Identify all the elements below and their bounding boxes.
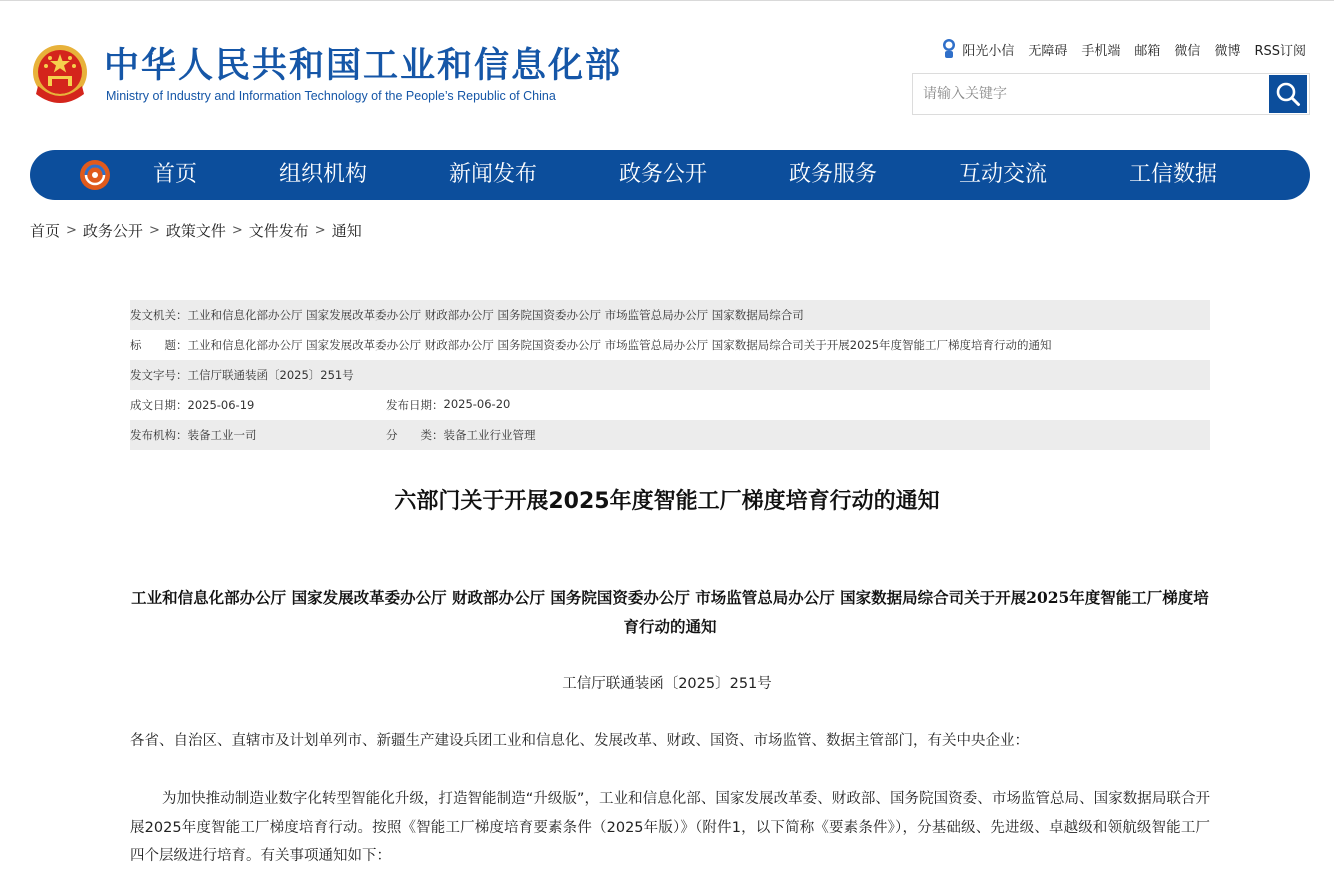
meta-row-org — [130, 420, 1210, 450]
nav-news[interactable]: 新闻发布 — [449, 162, 538, 187]
meta-label: 发文字号： — [130, 368, 188, 382]
meta-label: 成文日期： — [130, 398, 188, 412]
breadcrumb-files[interactable]: 文件发布 — [248, 222, 309, 240]
article-paragraph: 为加快推动制造业数字化转型智能化升级，打造智能制造“升级版”，工业和信息化部、国家发展改革委、财政部、国务院国资委、市场监管总局、国家数据局联合开展2025年度智能工厂梯度培育行动。按照《智能工厂梯度培育要素条件（2025年版）》（附件1，以下简称《要素条件》），分基础级、先进级、卓越级和领航级智能工厂四个层级进行培育。有关事项通知如下： — [130, 791, 1210, 864]
search-input[interactable] — [913, 74, 1269, 114]
meta-issuer: 工业和信息化部办公厅 国家发展改革委办公厅 财政部办公厅 国务院国资委办公厅 市场监管总局办公厅 国家数据局综合司 — [187, 308, 804, 322]
breadcrumb-separator: > — [314, 223, 326, 238]
breadcrumb-gov-affairs[interactable]: 政务公开 — [82, 222, 143, 240]
article-addressee: 各省、自治区、直辖市及计划单列市、新疆生产建设兵团工业和信息化、发展改革、财政、国资、市场监管、数据主管部门，有关中央企业： — [130, 733, 1029, 749]
meta-col2 — [386, 427, 536, 443]
top-links — [941, 38, 1306, 60]
meta-row-issuer — [130, 300, 1210, 330]
nav-gov-affairs[interactable]: 政务公开 — [619, 162, 708, 187]
robot-icon — [941, 38, 957, 60]
breadcrumb-separator: > — [66, 223, 77, 238]
breadcrumb-policy[interactable]: 政策文件 — [165, 222, 226, 240]
national-emblem-icon[interactable] — [28, 42, 92, 110]
top-border — [0, 0, 1334, 1]
meta-row-title — [130, 330, 1210, 360]
site-subtitle: Ministry of Industry and Information Technology of the People’s Republic of China — [106, 89, 556, 103]
meta-row-docno — [130, 360, 1210, 390]
breadcrumb-separator: > — [231, 223, 243, 238]
meta-label: 发布日期： — [386, 398, 444, 412]
link-accessibility[interactable]: 无障碍 — [1028, 43, 1068, 59]
main-nav — [30, 150, 1310, 200]
link-sunshine[interactable] — [941, 38, 1014, 60]
meta-row-dates — [130, 390, 1210, 420]
link-rss[interactable]: RSS订阅 — [1254, 43, 1306, 59]
meta-label: 标 题： — [130, 338, 188, 352]
breadcrumb-home[interactable]: 首页 — [30, 222, 61, 240]
site-title[interactable]: 中华人民共和国工业和信息化部 — [104, 46, 623, 86]
article-docno: 工信厅联通装函〔2025〕251号 — [562, 676, 772, 692]
meta-pubdate: 2025-06-20 — [443, 397, 511, 411]
search-icon — [1275, 81, 1301, 107]
meta-col2 — [386, 397, 510, 413]
document-meta-table — [130, 300, 1210, 450]
link-mail[interactable]: 邮箱 — [1134, 43, 1161, 59]
meta-title: 工业和信息化部办公厅 国家发展改革委办公厅 财政部办公厅 国务院国资委办公厅 市场监管总局办公厅 国家数据局综合司关于开展2025年度智能工厂梯度培育行动的通知 — [187, 338, 1052, 352]
article-subtitle: 工业和信息化部办公厅 国家发展改革委办公厅 财政部办公厅 国务院国资委办公厅 市场监管总局办公厅 国家数据局综合司关于开展2025年度智能工厂梯度培育行动的通知 — [131, 588, 1209, 636]
meta-label: 发布机构： — [130, 428, 188, 442]
breadcrumb-notice[interactable]: 通知 — [331, 222, 362, 240]
link-weibo[interactable]: 微博 — [1214, 43, 1241, 59]
meta-org: 装备工业一司 — [187, 428, 257, 442]
meta-date: 2025-06-19 — [187, 398, 255, 412]
meta-label: 发文机关： — [130, 308, 188, 322]
search-box — [912, 73, 1310, 115]
meta-docno: 工信厅联通装函〔2025〕251号 — [187, 368, 354, 382]
nav-data[interactable]: 工信数据 — [1129, 162, 1218, 187]
meta-category: 装备工业行业管理 — [443, 428, 536, 442]
nav-interaction[interactable]: 互动交流 — [959, 162, 1048, 187]
breadcrumb-separator: > — [148, 223, 160, 238]
miit-logo-icon[interactable] — [78, 158, 112, 192]
nav-home[interactable]: 首页 — [153, 162, 198, 187]
meta-label: 分 类： — [386, 428, 444, 442]
link-mobile[interactable]: 手机端 — [1081, 43, 1121, 59]
nav-gov-services[interactable]: 政务服务 — [789, 162, 878, 187]
link-wechat[interactable]: 微信 — [1174, 43, 1201, 59]
link-label: 阳光小信 — [962, 43, 1015, 59]
search-button[interactable] — [1269, 75, 1307, 113]
article-title: 六部门关于开展2025年度智能工厂梯度培育行动的通知 — [394, 489, 940, 514]
nav-organization[interactable]: 组织机构 — [279, 162, 368, 187]
breadcrumb — [30, 220, 362, 241]
